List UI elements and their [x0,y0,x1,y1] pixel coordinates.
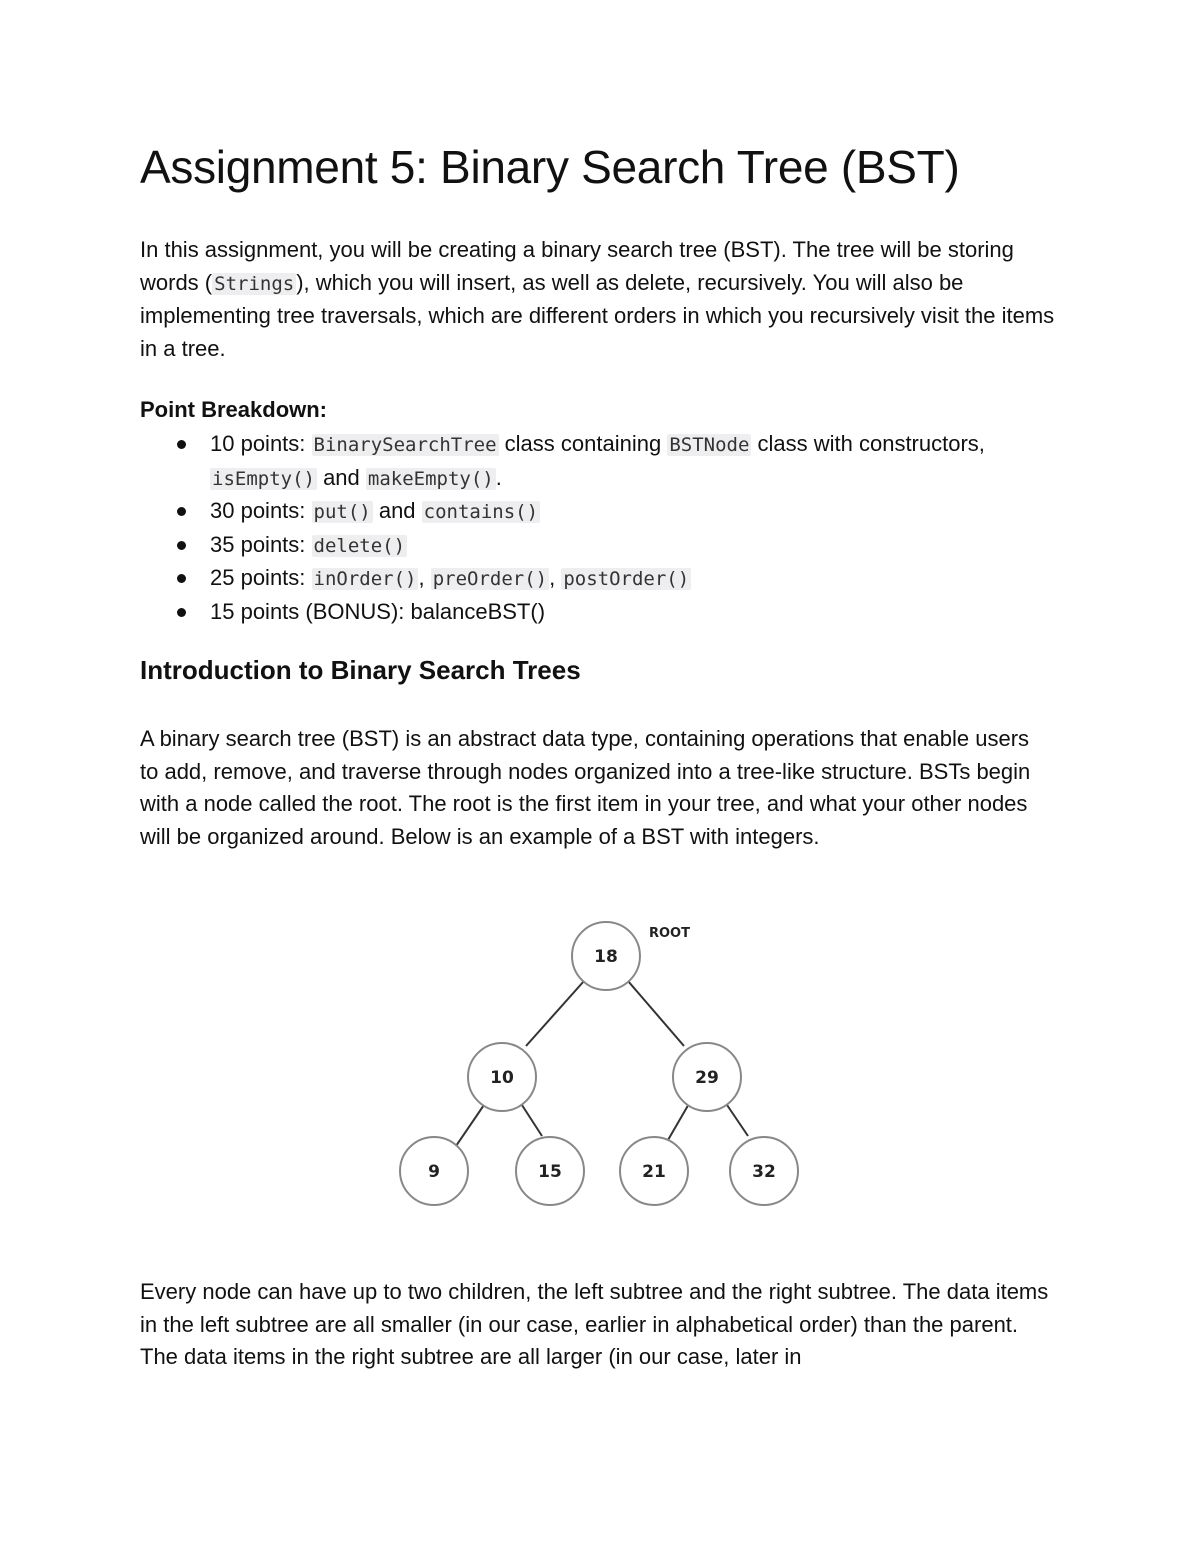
code-bstnode: BSTNode [669,434,750,456]
code-put: put() [313,501,371,523]
code-isempty: isEmpty() [212,467,315,490]
node-label: 15 [538,1162,562,1182]
section-heading: Introduction to Binary Search Trees [140,655,581,685]
node-label: 21 [642,1162,666,1182]
code-preorder: preOrder() [432,568,548,590]
list-item [140,596,1070,629]
item-text: , [418,565,431,590]
item-text: . [495,464,502,490]
code-contains: contains() [423,501,539,523]
bst-diagram [398,912,808,1212]
node-label: 32 [752,1162,776,1182]
list-item [140,428,1070,495]
page-title: Assignment 5: Binary Search Tree (BST) [140,141,960,193]
code-makeempty: makeEmpty() [367,467,494,490]
code-inorder: inOrder() [313,568,417,590]
tree-node-right-left [620,1137,688,1205]
node-label: 18 [594,947,618,967]
bst-intro-paragraph: A binary search tree (BST) is an abstract data type, containing operations that enable users to add, remove, and traverse through nodes organized into a tree-like structure. BSTs begin with a node called the root. The root is the first item in your tree, and what your other nodes will be organized around. Below is an example of a BST with integers. [140,726,1031,849]
code-binarysearchtree: BinarySearchTree [313,434,497,456]
item-text: and [316,464,366,490]
bst-diagram-svg [398,912,808,1212]
point-breakdown-list [140,428,1070,628]
edge-29-32 [725,1102,748,1136]
list-item [140,562,1070,596]
tree-node-right [673,1043,741,1111]
edge-10-15 [520,1102,542,1136]
code-delete: delete() [313,534,406,557]
edge-18-29 [628,981,684,1046]
list-item [140,495,1070,529]
edge-10-9 [456,1102,486,1146]
item-text: 25 points: [210,565,312,590]
item-text: 30 points: [210,498,312,523]
bullet-icon [177,440,186,449]
item-text: class containing [498,431,668,456]
code-strings: Strings [214,272,295,295]
intro-paragraph [140,234,1070,365]
node-label: 9 [428,1162,440,1182]
subtree-paragraph: Every node can have up to two children, the left subtree and the right subtree. The data items in the left subtree are all smaller (in our case, earlier in alphabetical order) than the parent. The data items in the right subtree are all larger (in our case, later in [140,1279,1049,1369]
item-text: 15 points (BONUS): balanceBST() [210,598,546,624]
root-label: ROOT [649,926,690,941]
intro-text-2: ), which you will insert, as well as delete, recursively. You will also be implementing tree traversals, which are different orders in which you recursively visit the items in a tree. [140,269,1055,361]
list-item [140,529,1070,563]
item-text: , [549,565,562,590]
tree-node-left [468,1043,536,1111]
tree-node-root [572,922,640,990]
intro-text-1: In this assignment, you will be creating a binary search tree (BST). The tree will be storing words ( [140,237,1014,295]
item-text: 10 points: [210,431,312,456]
bullet-icon [177,608,186,617]
bullet-icon [177,541,186,550]
edge-18-10 [526,981,584,1046]
item-text: class with constructors, [751,431,985,456]
bullet-icon [177,507,186,516]
item-text: and [372,498,422,523]
tree-node-left-right [516,1137,584,1205]
item-text: 35 points: [210,531,312,557]
tree-node-left-left [400,1137,468,1205]
code-postorder: postOrder() [563,568,690,590]
tree-node-right-right [730,1137,798,1205]
point-breakdown-heading: Point Breakdown: [140,397,328,422]
node-label: 10 [490,1068,514,1088]
edge-29-21 [668,1102,690,1140]
bullet-icon [177,574,186,583]
node-label: 29 [695,1068,719,1088]
